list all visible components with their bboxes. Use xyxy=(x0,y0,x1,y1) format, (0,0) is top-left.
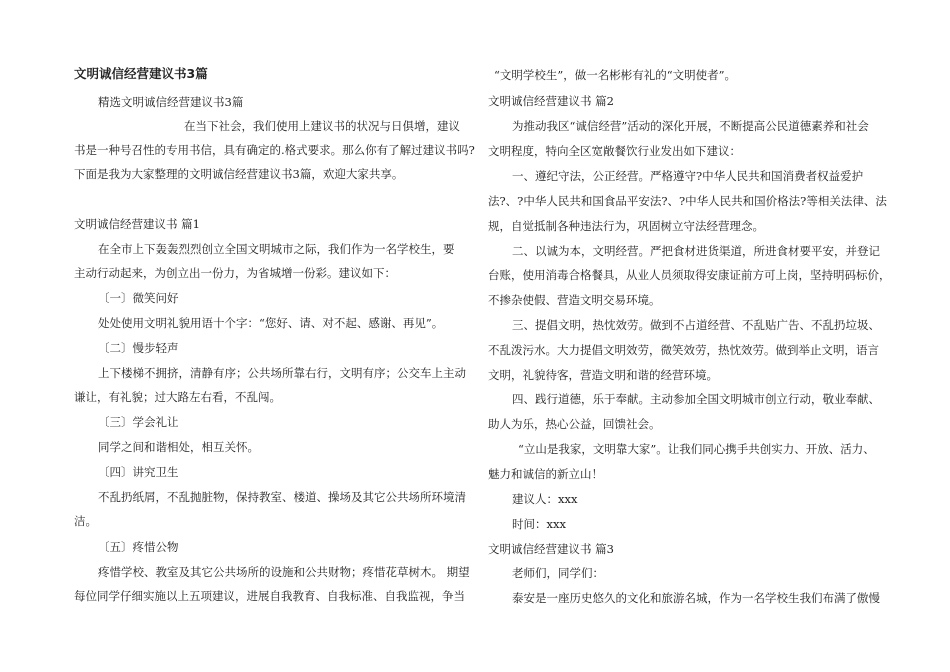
section-heading-3: 文明诚信经营建议书 篇3 xyxy=(488,542,614,556)
signer-line: 建议人：xxx xyxy=(512,492,578,506)
body-line: 台账，使用消毒合格餐具，从业人员须取得安康证前方可上岗，坚持明码标价， xyxy=(488,268,891,282)
body-line: 三、提倡文明，热忱效劳。做到不占道经营、不乱贴广告、不乱扔垃圾、 xyxy=(512,318,880,332)
body-line: 同学之间和谐相处，相互关怀。 xyxy=(98,440,259,454)
list-heading: 〔五〕疼惜公物 xyxy=(98,540,179,554)
body-line: “文明学校生”，做一名彬彬有礼的“文明使者”。 xyxy=(494,68,737,82)
body-line: 每位同学仔细实施以上五项建议，进展自我教育、自我标准、自我监视，争当 xyxy=(74,589,465,603)
subtitle-line: 精选文明诚信经营建议书3篇 xyxy=(98,95,244,109)
document-title: 文明诚信经营建议书3篇 xyxy=(74,66,208,81)
body-line: 不乱泼污水。大力提倡文明效劳，微笑效劳，热忱效劳。做到举止文明，语言 xyxy=(488,343,879,357)
body-line: 二、以诚为本，文明经营。严把食材进货渠道，所进食材要平安，并登记 xyxy=(512,244,880,258)
body-line: 魅力和诚信的新立山！ xyxy=(488,467,603,481)
body-line: 在全市上下轰轰烈烈创立全国文明城市之际，我们作为一名学校生，要 xyxy=(98,242,455,256)
intro-line: 下面是我为大家整理的文明诚信经营建议书3篇，欢迎大家共享。 xyxy=(74,167,404,181)
body-line: 泰安是一座历史悠久的文化和旅游名城，作为一名学校生我们布满了傲慢 xyxy=(512,591,880,605)
body-line: 上下楼梯不拥挤，清静有序；公共场所靠右行，文明有序；公交车上主动 xyxy=(98,366,466,380)
body-line: 不乱扔纸屑，不乱抛脏物，保持教室、楼道、操场及其它公共场所环境清 xyxy=(98,490,466,504)
body-line: 文明程度，特向全区宽敞餐饮行业发出如下建议： xyxy=(488,144,741,158)
date-line: 时间：xxx xyxy=(512,517,566,531)
body-line: 不掺杂使假、营造文明交易环境。 xyxy=(488,293,661,307)
body-line: 四、践行道德，乐于奉献。主动参加全国文明城市创立行动，敬业奉献、 xyxy=(512,392,880,406)
intro-line: 在当下社会，我们使用上建议书的状况与日俱增，建议 xyxy=(184,119,460,133)
body-line: 处处使用文明礼貌用语十个字：“您好、请、对不起、感谢、再见”。 xyxy=(98,316,444,330)
section-heading-2: 文明诚信经营建议书 篇2 xyxy=(488,94,614,108)
body-line: 法?、?中华人民共和国食品平安法?、?中华人民共和国价格法?等相关法律、法 xyxy=(488,194,887,208)
body-line: 疼惜学校、教室及其它公共场所的设施和公共财物；疼惜花草树木。 期望 xyxy=(98,565,470,579)
section-heading-1: 文明诚信经营建议书 篇1 xyxy=(74,217,200,231)
intro-line: 书是一种号召性的专用书信，具有确定的.格式要求。那么你有了解过建议书吗? xyxy=(74,143,475,157)
body-line: 规，自觉抵制各种违法行为，巩固树立守法经营理念。 xyxy=(488,219,764,233)
list-heading: 〔二〕慢步轻声 xyxy=(98,341,179,355)
body-line: 为推动我区“诚信经营”活动的深化开展，不断提高公民道德素养和社会 xyxy=(512,119,869,133)
body-line: 谦让，有礼貌；过大路左右看，不乱闯。 xyxy=(74,390,281,404)
body-line: 主动行动起来，为创立出一份力，为省城增一份彩。建议如下： xyxy=(74,266,396,280)
body-line: 助人为乐，热心公益，回馈社会。 xyxy=(488,417,661,431)
list-heading: 〔四〕讲究卫生 xyxy=(98,465,179,479)
list-heading: 〔三〕学会礼让 xyxy=(98,415,179,429)
body-line: 文明，礼貌待客，营造文明和谐的经营环境。 xyxy=(488,368,718,382)
salutation-line: 老师们，同学们： xyxy=(512,566,604,580)
body-line: 洁。 xyxy=(74,514,97,528)
body-line: “立山是我家，文明靠大家”。让我们同心携手共创实力、开放、活力、 xyxy=(518,442,875,456)
list-heading: 〔一〕微笑问好 xyxy=(98,291,179,305)
body-line: 一、遵纪守法，公正经营。严格遵守?中华人民共和国消费者权益爱护 xyxy=(512,169,864,183)
